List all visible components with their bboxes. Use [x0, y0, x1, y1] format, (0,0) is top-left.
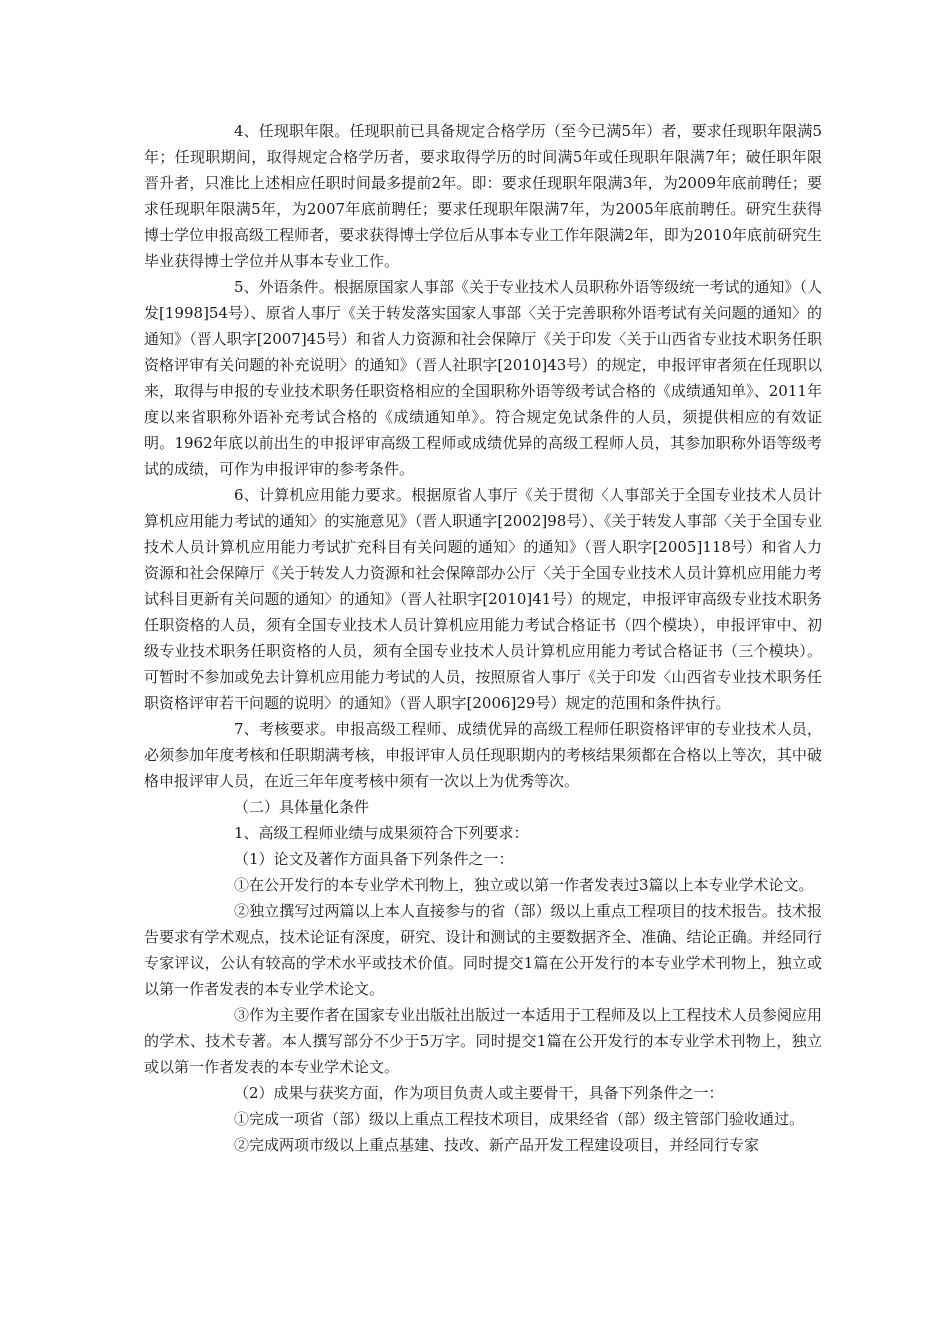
list-item-papers-3: ③作为主要作者在国家专业出版社出版过一本适用于工程师及以上工程技术人员参阅应用的学术、技术专著。本人撰写部分不少于5万字。同时提交1篇在公开发行的本专业学术刊物上，独立或以第一作者发表的本专业学术论文。 — [144, 1006, 822, 1076]
paragraph-assessment: 7、考核要求。申报高级工程师、成绩优异的高级工程师任职资格评审的专业技术人员，必须参加年度考核和任职期满考核，申报评审人员任现职期内的考核结果须都在合格以上等次，其中破格申报评审人员，在近三年年度考核中须有一次以上为优秀等次。 — [144, 720, 822, 790]
document-body — [144, 118, 822, 1158]
list-item-papers-2: ②独立撰写过两篇以上本人直接参与的省（部）级以上重点工程项目的技术报告。技术报告要求有学术观点，技术论证有深度，研究、设计和测试的主要数据齐全、准确、结论正确。并经同行专家评议，公认有较高的学术水平或技术价值。同时提交1篇在公开发行的本专业学术刊物上，独立或以第一作者发表的本专业学术论文。 — [144, 902, 822, 998]
paragraph-papers-conditions: （1）论文及著作方面具备下列条件之一： — [234, 850, 514, 868]
paragraph-achievements-conditions: （2）成果与获奖方面，作为项目负责人或主要骨干，具备下列条件之一： — [234, 1084, 724, 1102]
list-item-achievements-2: ②完成两项市级以上重点基建、技改、新产品开发工程建设项目，并经同行专家 — [234, 1136, 760, 1154]
list-item-papers-1: ①在公开发行的本专业学术刊物上，独立或以第一作者发表过3篇以上本专业学术论文。 — [234, 876, 814, 894]
paragraph-tenure-years: 4、任现职年限。任现职前已具备规定合格学历（至今已满5年）者，要求任现职年限满5年；任现职期间，取得规定合格学历者，要求取得学历的时间满5年或任现职年限满7年；破任职年限晋升者，只准比上述相应任职时间最多提前2年。即：要求任现职年限满3年，为2009年底前聘任；要求任现职年限满5年，为2007年底前聘任；要求任现职年限满7年，为2005年底前聘任。研究生获得博士学位申报高级工程师者，要求获得博士学位后从事本专业工作年限满2年，即为2010年底前研究生毕业获得博士学位并从事本专业工作。 — [144, 122, 822, 270]
paragraph-computer-skills: 6、计算机应用能力要求。根据原省人事厅《关于贯彻〈人事部关于全国专业技术人员计算机应用能力考试的通知〉的实施意见》（晋人职通字[2002]98号）、《关于转发人事部〈关于全国专业技术人员计算机应用能力考试扩充科目有关问题的通知〉的通知》（晋人职字[2005]118号）和省人力资源和社会保障厅《关于转发人力资源和社会保障部办公厅〈关于全国专业技术人员计算机应用能力考试科目更新有关问题的通知〉的通知》（晋人社职字[2010]41号）的规定，申报评审高级专业技术职务任职资格的人员，须有全国专业技术人员计算机应用能力考试合格证书（四个模块），申报评审中、初级专业技术职务任职资格的人员，须有全国专业技术人员计算机应用能力考试合格证书（三个模块）。可暂时不参加或免去计算机应用能力考试的人员，按照原省人事厅《关于印发〈山西省专业技术职务任职资格评审若干问题的说明〉的通知》（晋人职字[2006]29号）规定的范围和条件执行。 — [144, 486, 822, 712]
list-item-achievements-1: ①完成一项省（部）级以上重点工程技术项目，成果经省（部）级主管部门验收通过。 — [234, 1110, 805, 1128]
section-heading-quantified-conditions: （二）具体量化条件 — [234, 798, 370, 816]
paragraph-foreign-language: 5、外语条件。根据原国家人事部《关于专业技术人员职称外语等级统一考试的通知》（人发[1998]54号）、原省人事厅《关于转发落实国家人事部〈关于完善职称外语考试有关问题的通知〉的通知》（晋人职字[2007]45号）和省人力资源和社会保障厅《关于印发〈关于山西省专业技术职务任职资格评审有关问题的补充说明〉的通知》（晋人社职字[2010]43号）的规定，申报评审者须在任现职以来，取得与申报的专业技术职务任职资格相应的全国职称外语等级考试合格的《成绩通知单》、2011年度以来省职称外语补充考试合格的《成绩通知单》。符合规定免试条件的人员，须提供相应的有效证明。1962年底以前出生的申报评审高级工程师或成绩优异的高级工程师人员，其参加职称外语等级考试的成绩，可作为申报评审的参考条件。 — [144, 278, 822, 478]
paragraph-senior-engineer-requirements: 1、高级工程师业绩与成果须符合下列要求： — [234, 824, 529, 842]
